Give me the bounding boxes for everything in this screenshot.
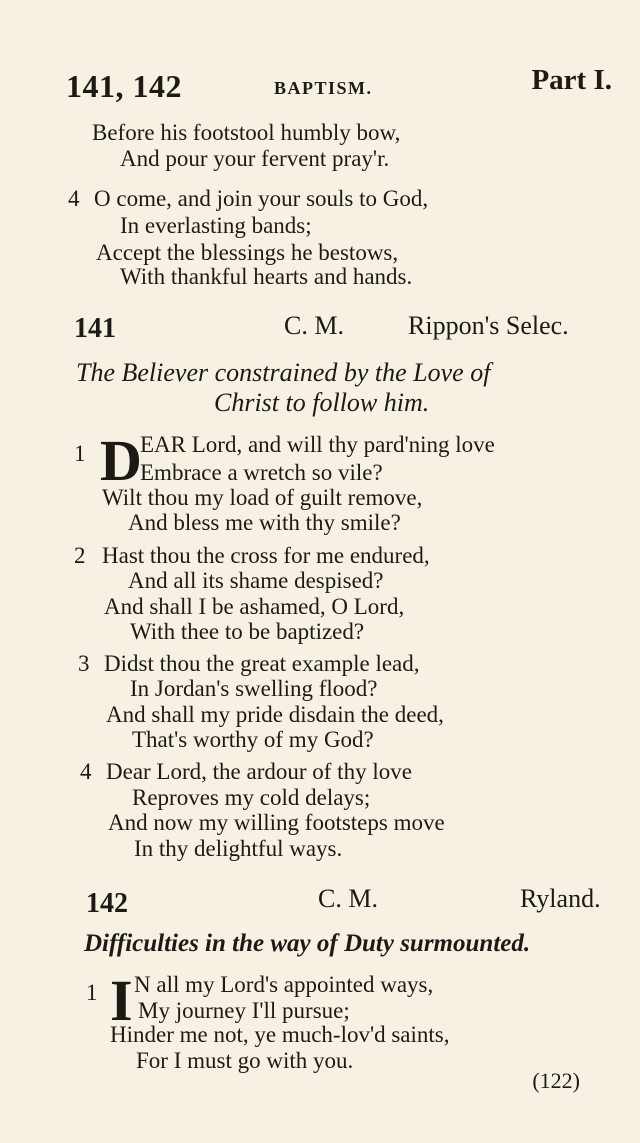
verse-line: Wilt thou my load of guilt remove,	[102, 485, 423, 510]
stanza-number: 2	[74, 543, 86, 568]
page-number: (122)	[532, 1068, 580, 1093]
stanza-number: 1	[74, 441, 86, 466]
verse-line: Embrace a wretch so vile?	[140, 460, 383, 485]
verse-line: With thankful hearts and hands.	[120, 264, 413, 289]
verse-line: N all my Lord's appointed ways,	[134, 972, 434, 997]
verse-line: And bless me with thy smile?	[128, 510, 401, 535]
verse-line: Accept the blessings he bestows,	[96, 240, 399, 265]
verse-line: Before his footstool humbly bow,	[92, 120, 401, 145]
stanza-number: 1	[86, 980, 98, 1005]
verse-line: Reproves my cold delays;	[132, 785, 371, 810]
verse-line: And pour your fervent pray'r.	[120, 146, 390, 171]
hymn-meter: C. M.	[284, 311, 344, 340]
hymn-source: Ryland.	[520, 884, 601, 913]
header-hymn-numbers: 141, 142	[66, 68, 182, 104]
verse-line: Hast thou the cross for me endured,	[102, 543, 430, 568]
verse-line: O come, and join your souls to God,	[94, 186, 429, 211]
verse-line: EAR Lord, and will thy pard'ning love	[140, 432, 495, 457]
verse-line: My journey I'll pursue;	[138, 998, 350, 1023]
hymn-number: 142	[86, 888, 128, 919]
verse-line: And shall my pride disdain the deed,	[106, 702, 444, 727]
hymn-meter: C. M.	[318, 884, 378, 913]
verse-line: Didst thou the great example lead,	[104, 651, 420, 676]
hymn-number: 141	[74, 313, 116, 344]
stanza-number: 4	[80, 759, 92, 784]
verse-line: And all its shame despised?	[128, 568, 384, 593]
header-section: BAPTISM.	[274, 78, 373, 98]
stanza-number: 3	[78, 651, 90, 676]
hymn-title-cont: Christ to follow him.	[214, 388, 430, 417]
hymn-title: The Believer constrained by the Love of	[76, 358, 491, 387]
drop-cap: D	[100, 428, 142, 493]
verse-line: And now my willing footsteps move	[108, 810, 445, 835]
verse-line: In thy delightful ways.	[134, 836, 343, 861]
drop-cap: I	[110, 968, 133, 1033]
verse-line: In Jordan's swelling flood?	[130, 676, 378, 701]
verse-line: With thee to be baptized?	[130, 619, 365, 644]
verse-line: In everlasting bands;	[120, 213, 312, 238]
hymn-title: Difficulties in the way of Duty surmounted.	[84, 930, 531, 957]
verse-line: And shall I be ashamed, O Lord,	[104, 594, 405, 619]
verse-line: For I must go with you.	[136, 1048, 354, 1073]
verse-line: That's worthy of my God?	[132, 727, 374, 752]
stanza-number: 4	[68, 186, 80, 211]
verse-line: Dear Lord, the ardour of thy love	[106, 759, 412, 784]
header-part: Part I.	[531, 64, 612, 96]
hymn-source: Rippon's Selec.	[408, 311, 569, 340]
verse-line: Hinder me not, ye much-lov'd saints,	[110, 1022, 450, 1047]
